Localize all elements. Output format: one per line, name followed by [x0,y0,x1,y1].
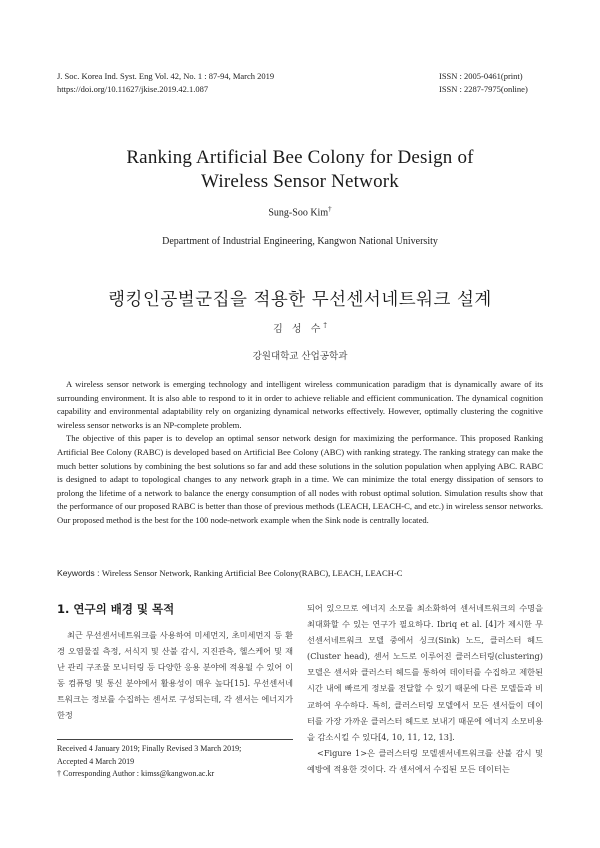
korean-author-line [0,320,600,335]
korean-affiliation: 강원대학교 산업공학과 [252,351,348,362]
keywords [57,568,543,578]
korean-author-name: 김 성 수 [273,324,324,335]
footnotes [57,743,241,781]
keywords-label: Keywords : [57,568,102,578]
korean-corresponding-mark: † [323,321,327,330]
accepted-date: Accepted 4 March 2019 [57,756,135,766]
intro-paragraph-right: 되어 있으므로 에너지 소모를 최소화하여 센서네트워크의 수명을 최대화할 수 있는 연구가 필요하다. Ibriq et al. [4]가 제시한 무선센서네트워크 모델 중에서 싱크(Sink) 노드, 클러스터 헤드(Cluster head), 센서 노드로 이루어진 클러스터링(clustering) 모델은 센서와 클러스터 헤드를 통하여 데이터를 수집하고 제한된 시간 내에 빠르게 정보를 전달할 수 있기 때문에 다른 모델들과 비교하여 우수하다. 특히, 클러스터링 모델에서 모든 센서들이 데이터를 가장 가까운 클러스터 헤드로 보내기 때문에 에너지 소모비용을 감소시킬 수 있다[4, 10, 11, 12, 13]. [307,603,543,742]
received-date: Received 4 January 2019; Finally Revised 3 March 2019; [57,744,242,753]
abstract-paragraph-2: The objective of this paper is to develop an optimal sensor network design for maximizing the performance. This proposed Ranking Artificial Bee Colony (RABC) is developed based on Artificial Bee Colony (ABC) with ranking strategy. The ranking strategy can make the much better solutions by combining the best solutions so far and add these solutions in the solution population when applying ABC. RABC is designed to adapt to topological changes to any network graph in a time. We can minimize the total energy dissipation of sensors to prolong the lifetime of a network to balance the energy consumption of all nodes with robust optimal solution. Simulation results show that the performance of our proposed RABC is better than those of previous methods (LEACH, LEACH-C, and etc.) in wireless sensor networks. Our proposed method is the best for the 100 node-network example when the Sink node is centrally located. [57,433,543,525]
paper-title-line-1: Ranking Artificial Bee Colony for Design of [126,147,474,168]
abstract-paragraph-1: A wireless sensor network is emerging technology and intelligent wireless communication paradigm that is dynamically aware of its surrounding environment. It is also able to respond to it in order to achieve reliable and efficient communication. The dynamical cognition capability and environmental adaptability rely on organizing dynamical networks effectively. However, optimally clustering the cognitive wireless sensor networks is an NP-complete problem. [57,379,543,430]
doi-link[interactable]: https://doi.org/10.11627/jkise.2019.42.1.087 [57,84,209,94]
abstract [57,378,543,528]
left-column-text [57,627,293,724]
issn-online: ISSN : 2287-7975(online) [439,84,528,94]
paper-title-line-2: Wireless Sensor Network [200,171,399,192]
right-column-text [307,600,543,777]
journal-citation: J. Soc. Korea Ind. Syst. Eng Vol. 42, No. 1 : 87-94, March 2019 [57,71,275,81]
corresponding-mark: † [328,205,332,213]
footnote-rule [57,739,293,740]
author-affiliation: Department of Industrial Engineering, Kangwon National University [162,236,438,247]
section-heading: 1. 연구의 배경 및 목적 [57,602,175,616]
intro-paragraph-left: 최근 무선센서네트워크를 사용하여 미세먼지, 초미세먼지 등 환경 오염물질 측정, 서식지 및 산불 감시, 지진관측, 헬스케어 및 재난 관리 구조물 모니터링 등 다양한 응용 분야에 적용될 수 있어 이동 컴퓨팅 및 통신 분야에서 활용성이 매우 높다[15]. 무선센서네트워크는 정보를 수집하는 센서로 구성되는데, 각 센서는 에너지가 한정 [57,630,293,721]
figure-reference-paragraph: <Figure 1>은 클러스터링 모델센서네트워크를 산불 감시 및 예방에 적용한 것이다. 각 센서에서 수집된 모든 데이터는 [307,747,543,774]
author-line [0,205,600,218]
issn-print: ISSN : 2005-0461(print) [439,71,523,81]
corresponding-author: † Corresponding Author : kimss@kangwon.ac.kr [57,769,215,778]
korean-title: 랭킹인공벌군집을 적용한 무선센서네트워크 설계 [108,290,492,310]
keywords-text: Wireless Sensor Network, Ranking Artificial Bee Colony(RABC), LEACH, LEACH-C [101,568,403,578]
author-name: Sung-Soo Kim [268,207,329,219]
